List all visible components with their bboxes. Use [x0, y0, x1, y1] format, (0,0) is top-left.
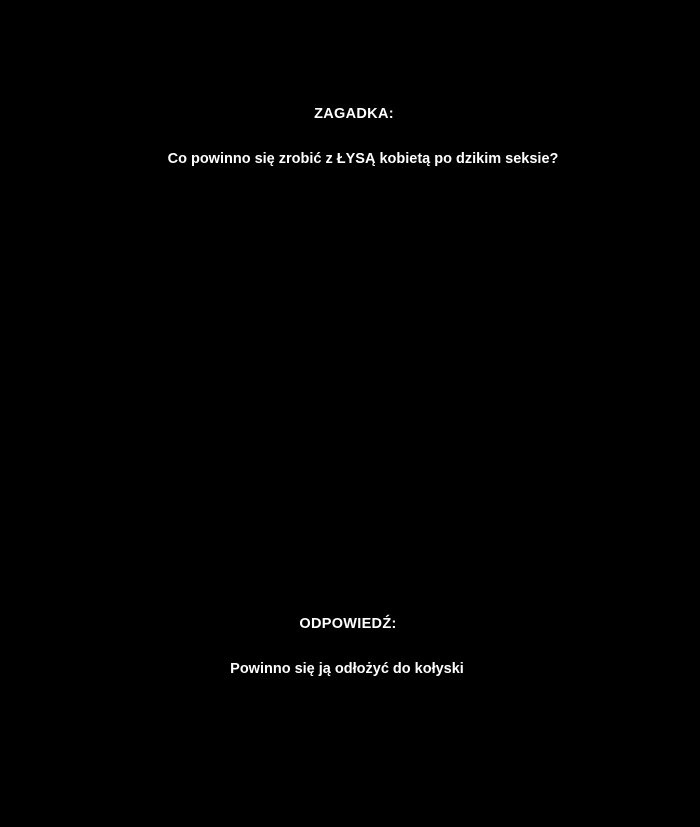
riddle-heading: ZAGADKA: [314, 106, 394, 122]
riddle-section [0, 104, 700, 170]
riddle-question: Co powinno się zrobić z ŁYSĄ kobietą po dzikim seksie? [167, 151, 559, 168]
answer-section [0, 614, 700, 680]
answer-text: Powinno się ją odłożyć do kołyski [230, 661, 464, 678]
answer-heading: ODPOWIEDŹ: [299, 616, 397, 632]
